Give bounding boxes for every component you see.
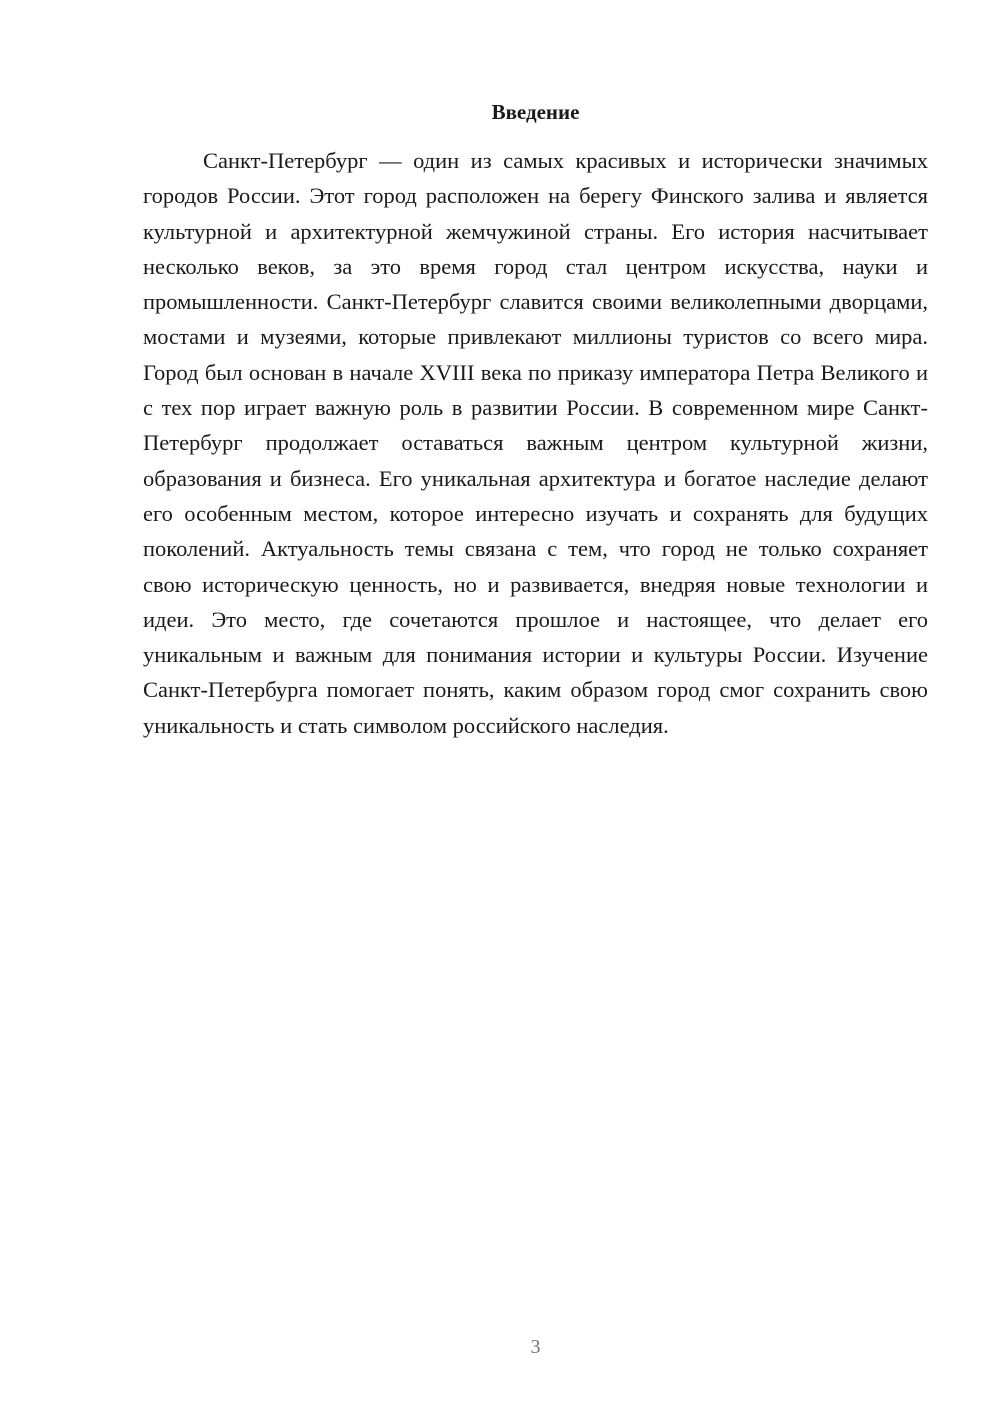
page-number: 3: [530, 1336, 541, 1358]
section-heading: Введение: [491, 100, 580, 124]
body-paragraph: Санкт-Петербург — один из самых красивых и исторически значимых городов России. Этот город расположен на берегу Финского залива и является культурной и архитектурной жемчужиной страны. Его история насчитывает несколько веков, за это время город стал центром искусства, науки и промышленности. Санкт-Петербург славится своими великолепными дворцами, мостами и музеями, которые привлекают миллионы туристов со всего мира. Город был основан в начале XVIII века по приказу императора Петра Великого и с тех пор играет важную роль в развитии России. В современном мире Санкт-Петербург продолжает оставаться важным центром культурной жизни, образования и бизнеса. Его уникальная архитектура и богатое наследие делают его особенным местом, которое интересно изучать и сохранять для будущих поколений. Актуальность темы связана с тем, что город не только сохраняет свою историческую ценность, но и развивается, внедряя новые технологии и идеи. Это место, где сочетаются прошлое и настоящее, что делает его уникальным и важным для понимания истории и культуры России. Изучение Санкт-Петербурга помогает понять, каким образом город смог сохранить свою уникальность и стать символом российского наследия.: [143, 148, 928, 738]
